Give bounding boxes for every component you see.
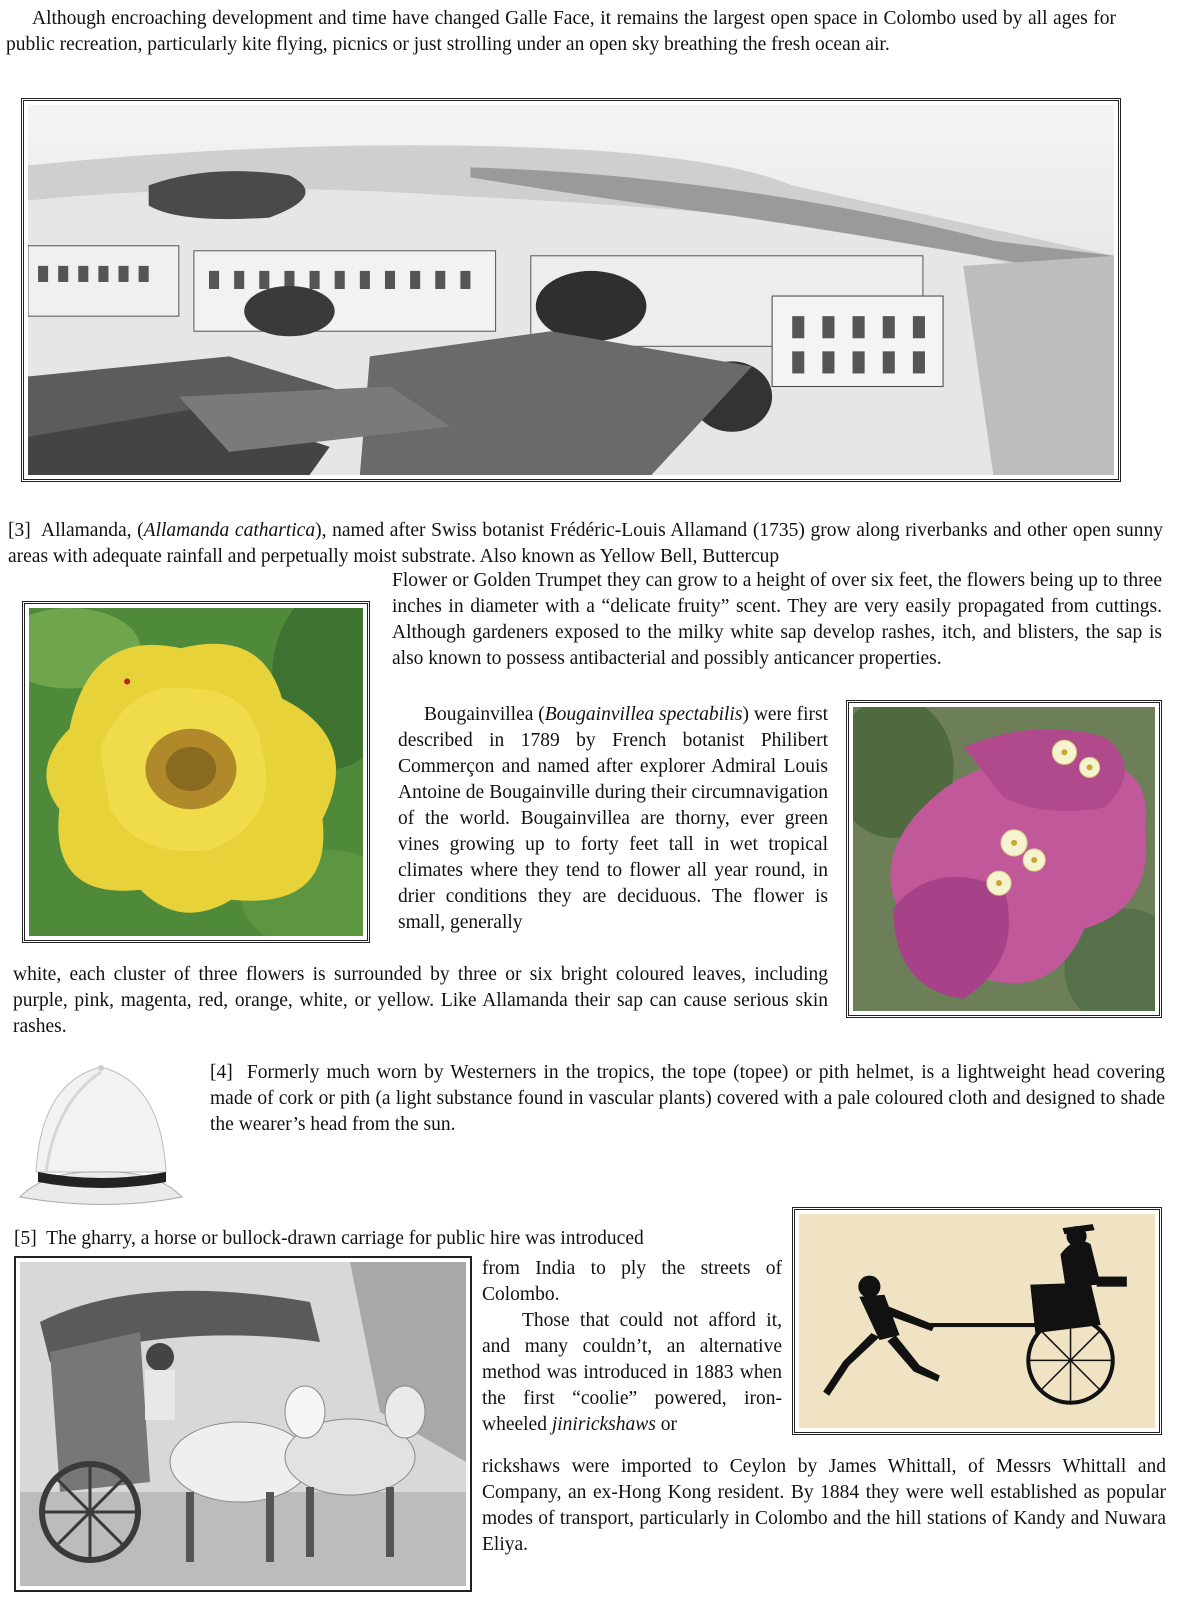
pith-helmet-note xyxy=(210,1060,1165,1138)
note-number-4: [4] xyxy=(210,1062,233,1083)
bougainvillea-species-name: Bougainvillea spectabilis xyxy=(544,704,743,725)
allamanda-note-paragraph xyxy=(8,518,1163,570)
gharry-column xyxy=(482,1256,782,1438)
rickshaw-intro-end: or xyxy=(655,1414,677,1435)
gharry-column-text: from India to ply the streets of Colombo. xyxy=(482,1258,782,1305)
bougainvillea-lead: Bougainvillea ( xyxy=(424,704,545,725)
bullock-gharry-photo xyxy=(14,1256,472,1592)
intro-paragraph xyxy=(6,6,1116,58)
allamanda-species-name: Allamanda cathartica xyxy=(143,520,316,541)
allamanda-flower-illustration xyxy=(29,608,363,936)
allamanda-lead: Allamanda, ( xyxy=(41,520,144,541)
allamanda-photo xyxy=(22,601,370,943)
rickshaw-silhouette-image xyxy=(792,1207,1162,1435)
note-number-3: [3] xyxy=(8,520,31,541)
bougainvillea-paragraph xyxy=(398,702,828,936)
jinirickshaw-term: jinirickshaws xyxy=(551,1414,656,1435)
rickshaw-tail-text: rickshaws were imported to Ceylon by James Whittall, of Messrs Whittall and Company, an ex-Hong Kong resident. By 1884 they were well established as popular modes of transport, particularly in Colombo and the hill stations of Kandy and Nuwara Eliya. xyxy=(482,1456,1166,1555)
galle-face-illustration xyxy=(28,105,1114,475)
gharry-lead-text: The gharry, a horse or bullock-drawn carriage for public hire was introduced xyxy=(46,1228,644,1249)
pith-helmet-image xyxy=(16,1062,186,1212)
pith-helmet-text: Formerly much worn by Westerners in the tropics, the tope (topee) or pith helmet, is a lightweight head covering made of cork or pith (a light substance found in vascular plants) covered with a pale coloured cloth and designed to shade the wearer’s head from the sun. xyxy=(210,1062,1165,1135)
note-number-5: [5] xyxy=(14,1228,37,1249)
bougainvillea-photo xyxy=(846,700,1162,1018)
intro-text: Although encroaching development and time have changed Galle Face, it remains the largest open space in Colombo used by all ages for public recreation, particularly kite flying, picnics or just strolling under an open sky breathing the fresh ocean air. xyxy=(6,8,1116,55)
bougainvillea-tail xyxy=(13,962,828,1040)
bougainvillea-description: ) were first described in 1789 by French botanist Philibert Commerçon and named after explorer Admiral Louis Antoine de Bougainville during their circumnavigation of the world. Bougainvillea are thorny, ever green vines growing up to forty feet tall in wet tropical climates where they tend to flower all year round, in drier conditions they are deciduous. The flower is small, generally xyxy=(398,704,828,933)
pith-helmet-illustration xyxy=(16,1062,186,1212)
bougainvillea-flower-illustration xyxy=(853,707,1155,1011)
bougainvillea-tail-text: white, each cluster of three flowers is surrounded by three or six bright coloured leaves, including purple, pink, magenta, red, orange, white, or yellow. Like Allamanda their sap can cause serious skin rashes. xyxy=(13,964,828,1037)
allamanda-continuation-text: Flower or Golden Trumpet they can grow to a height of over six feet, the flowers being up to three inches in diameter with a “delicate fruity” scent. They are very easily propagated from cuttings. Although gardeners exposed to the milky white sap develop rashes, itch, and blisters, the sap is also known to possess antibacterial and possibly anticancer properties. xyxy=(392,570,1162,669)
rickshaw-intro-text: Those that could not afford it, and many couldn’t, an alternative method was introduced in 1883 when the first “coolie” powered, iron-wheeled xyxy=(482,1310,782,1435)
rickshaw-tail xyxy=(482,1454,1166,1558)
galle-face-historic-photo xyxy=(21,98,1121,482)
gharry-note-lead xyxy=(14,1226,774,1252)
rickshaw-intro xyxy=(482,1308,782,1438)
rickshaw-silhouette-illustration xyxy=(799,1214,1155,1428)
allamanda-description: ), named after Swiss botanist Frédéric-Louis Allamand (1735) grow along riverbanks and other open sunny areas with adequate rainfall and perpetually moist substrate. Also known as Yellow Bell, Buttercup xyxy=(8,520,1164,567)
allamanda-continuation xyxy=(392,568,1162,672)
bullock-cart-illustration xyxy=(20,1262,466,1586)
